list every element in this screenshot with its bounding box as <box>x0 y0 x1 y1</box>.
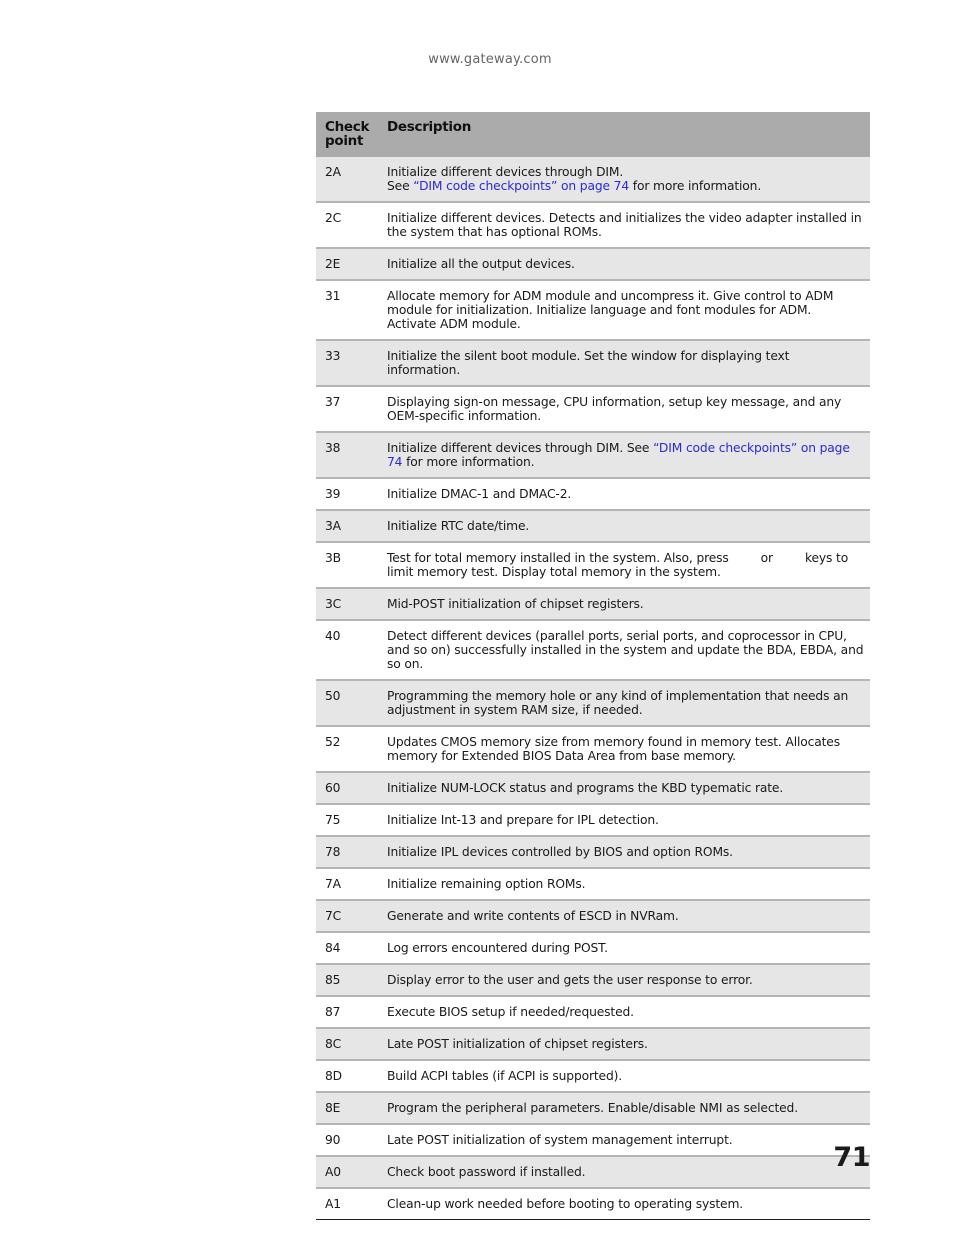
description-see: See <box>387 179 414 193</box>
checkpoint-code: 75 <box>316 804 378 836</box>
checkpoint-code: 85 <box>316 964 378 996</box>
cross-reference-link[interactable]: “DIM code checkpoints” on page 74 <box>413 179 630 193</box>
checkpoint-code: 52 <box>316 726 378 772</box>
table-row <box>316 932 870 964</box>
checkpoint-description: Mid-POST initialization of chipset registers. <box>378 588 870 620</box>
table-row <box>316 248 870 280</box>
checkpoint-description: Updates CMOS memory size from memory found in memory test. Allocates memory for Extended BIOS Data Area from base memory. <box>378 726 870 772</box>
checkpoint-description: Build ACPI tables (if ACPI is supported). <box>378 1060 870 1092</box>
checkpoint-description: Generate and write contents of ESCD in NVRam. <box>378 900 870 932</box>
checkpoint-description: Initialize remaining option ROMs. <box>378 868 870 900</box>
checkpoint-description: Initialize different devices. Detects and initializes the video adapter installed in the system that has optional ROMs. <box>378 202 870 248</box>
checkpoint-code: 90 <box>316 1124 378 1156</box>
checkpoint-code: 40 <box>316 620 378 680</box>
description-tail: keys to limit memory test. Display total memory in the system. <box>387 551 849 579</box>
checkpoint-description <box>378 542 870 588</box>
checkpoint-description <box>378 157 870 202</box>
checkpoint-code: 31 <box>316 280 378 340</box>
checkpoint-code: 3A <box>316 510 378 542</box>
checkpoint-code: 37 <box>316 386 378 432</box>
table-row <box>316 620 870 680</box>
checkpoint-description: Programming the memory hole or any kind of implementation that needs an adjustment in system RAM size, if needed. <box>378 680 870 726</box>
table-row <box>316 772 870 804</box>
table-row <box>316 726 870 772</box>
description-tail: for more information. <box>629 179 762 193</box>
checkpoint-code: 87 <box>316 996 378 1028</box>
column-header-checkpoint: Check point <box>316 112 378 157</box>
table-row <box>316 510 870 542</box>
checkpoint-code: 3C <box>316 588 378 620</box>
checkpoint-description <box>378 432 870 478</box>
table-row <box>316 1188 870 1220</box>
table-row <box>316 1092 870 1124</box>
checkpoint-description: Clean-up work needed before booting to operating system. <box>378 1188 870 1220</box>
table-row <box>316 386 870 432</box>
checkpoint-code: 8E <box>316 1092 378 1124</box>
table-row <box>316 804 870 836</box>
checkpoint-code: 7C <box>316 900 378 932</box>
table-row <box>316 996 870 1028</box>
checkpoint-code: 84 <box>316 932 378 964</box>
table-row <box>316 680 870 726</box>
description-line: Initialize different devices through DIM. <box>387 165 624 179</box>
checkpoint-description: Initialize all the output devices. <box>378 248 870 280</box>
site-url: www.gateway.com <box>428 52 552 67</box>
description-or: or <box>760 551 773 565</box>
checkpoint-description: Display error to the user and gets the user response to error. <box>378 964 870 996</box>
checkpoint-description: Program the peripheral parameters. Enable/disable NMI as selected. <box>378 1092 870 1124</box>
checkpoint-code: 38 <box>316 432 378 478</box>
table-row <box>316 1156 870 1188</box>
description-head: Test for total memory installed in the system. Also, press <box>387 551 729 565</box>
checkpoint-description: Initialize NUM-LOCK status and programs the KBD typematic rate. <box>378 772 870 804</box>
checkpoint-description: Displaying sign-on message, CPU information, setup key message, and any OEM-specific information. <box>378 386 870 432</box>
checkpoint-description: Detect different devices (parallel ports, serial ports, and coprocessor in CPU, and so on) successfully installed in the system and update the BDA, EBDA, and so on. <box>378 620 870 680</box>
checkpoint-description: Log errors encountered during POST. <box>378 932 870 964</box>
checkpoint-description: Late POST initialization of system management interrupt. <box>378 1124 870 1156</box>
checkpoint-code: 60 <box>316 772 378 804</box>
checkpoint-description: Execute BIOS setup if needed/requested. <box>378 996 870 1028</box>
description-tail: for more information. <box>402 455 535 469</box>
description-head: Initialize different devices through DIM. See <box>387 441 654 455</box>
checkpoint-code: 39 <box>316 478 378 510</box>
table-row <box>316 1060 870 1092</box>
checkpoint-code: 2A <box>316 157 378 202</box>
checkpoint-description: Initialize DMAC-1 and DMAC-2. <box>378 478 870 510</box>
checkpoint-description: Initialize the silent boot module. Set the window for displaying text information. <box>378 340 870 386</box>
checkpoint-description: Allocate memory for ADM module and uncompress it. Give control to ADM module for initialization. Initialize language and font modules for ADM. Activate ADM module. <box>378 280 870 340</box>
table-row <box>316 964 870 996</box>
checkpoint-table <box>316 112 870 1220</box>
checkpoint-code: A0 <box>316 1156 378 1188</box>
checkpoint-code: 50 <box>316 680 378 726</box>
checkpoint-description: Initialize Int-13 and prepare for IPL detection. <box>378 804 870 836</box>
checkpoint-description: Initialize RTC date/time. <box>378 510 870 542</box>
table-row <box>316 836 870 868</box>
table-row <box>316 202 870 248</box>
checkpoint-code: 2C <box>316 202 378 248</box>
table-row <box>316 868 870 900</box>
checkpoint-code: A1 <box>316 1188 378 1220</box>
table-row <box>316 157 870 202</box>
table-header-row <box>316 112 870 157</box>
table-row <box>316 900 870 932</box>
checkpoint-description: Late POST initialization of chipset registers. <box>378 1028 870 1060</box>
table-row <box>316 542 870 588</box>
checkpoint-code: 8D <box>316 1060 378 1092</box>
checkpoint-code: 78 <box>316 836 378 868</box>
column-header-description: Description <box>378 112 870 157</box>
table-row <box>316 432 870 478</box>
cross-reference-link[interactable]: “DIM code checkpoints” on page 74 <box>387 441 850 469</box>
table-row <box>316 588 870 620</box>
table-row <box>316 340 870 386</box>
checkpoint-code: 2E <box>316 248 378 280</box>
table-row <box>316 280 870 340</box>
page-number: 71 <box>833 1142 870 1173</box>
checkpoint-code: 3B <box>316 542 378 588</box>
table-row <box>316 1124 870 1156</box>
table-row <box>316 1028 870 1060</box>
checkpoint-code: 33 <box>316 340 378 386</box>
checkpoint-description: Initialize IPL devices controlled by BIOS and option ROMs. <box>378 836 870 868</box>
checkpoint-code: 8C <box>316 1028 378 1060</box>
checkpoint-description: Check boot password if installed. <box>378 1156 870 1188</box>
table-row <box>316 478 870 510</box>
checkpoint-code: 7A <box>316 868 378 900</box>
